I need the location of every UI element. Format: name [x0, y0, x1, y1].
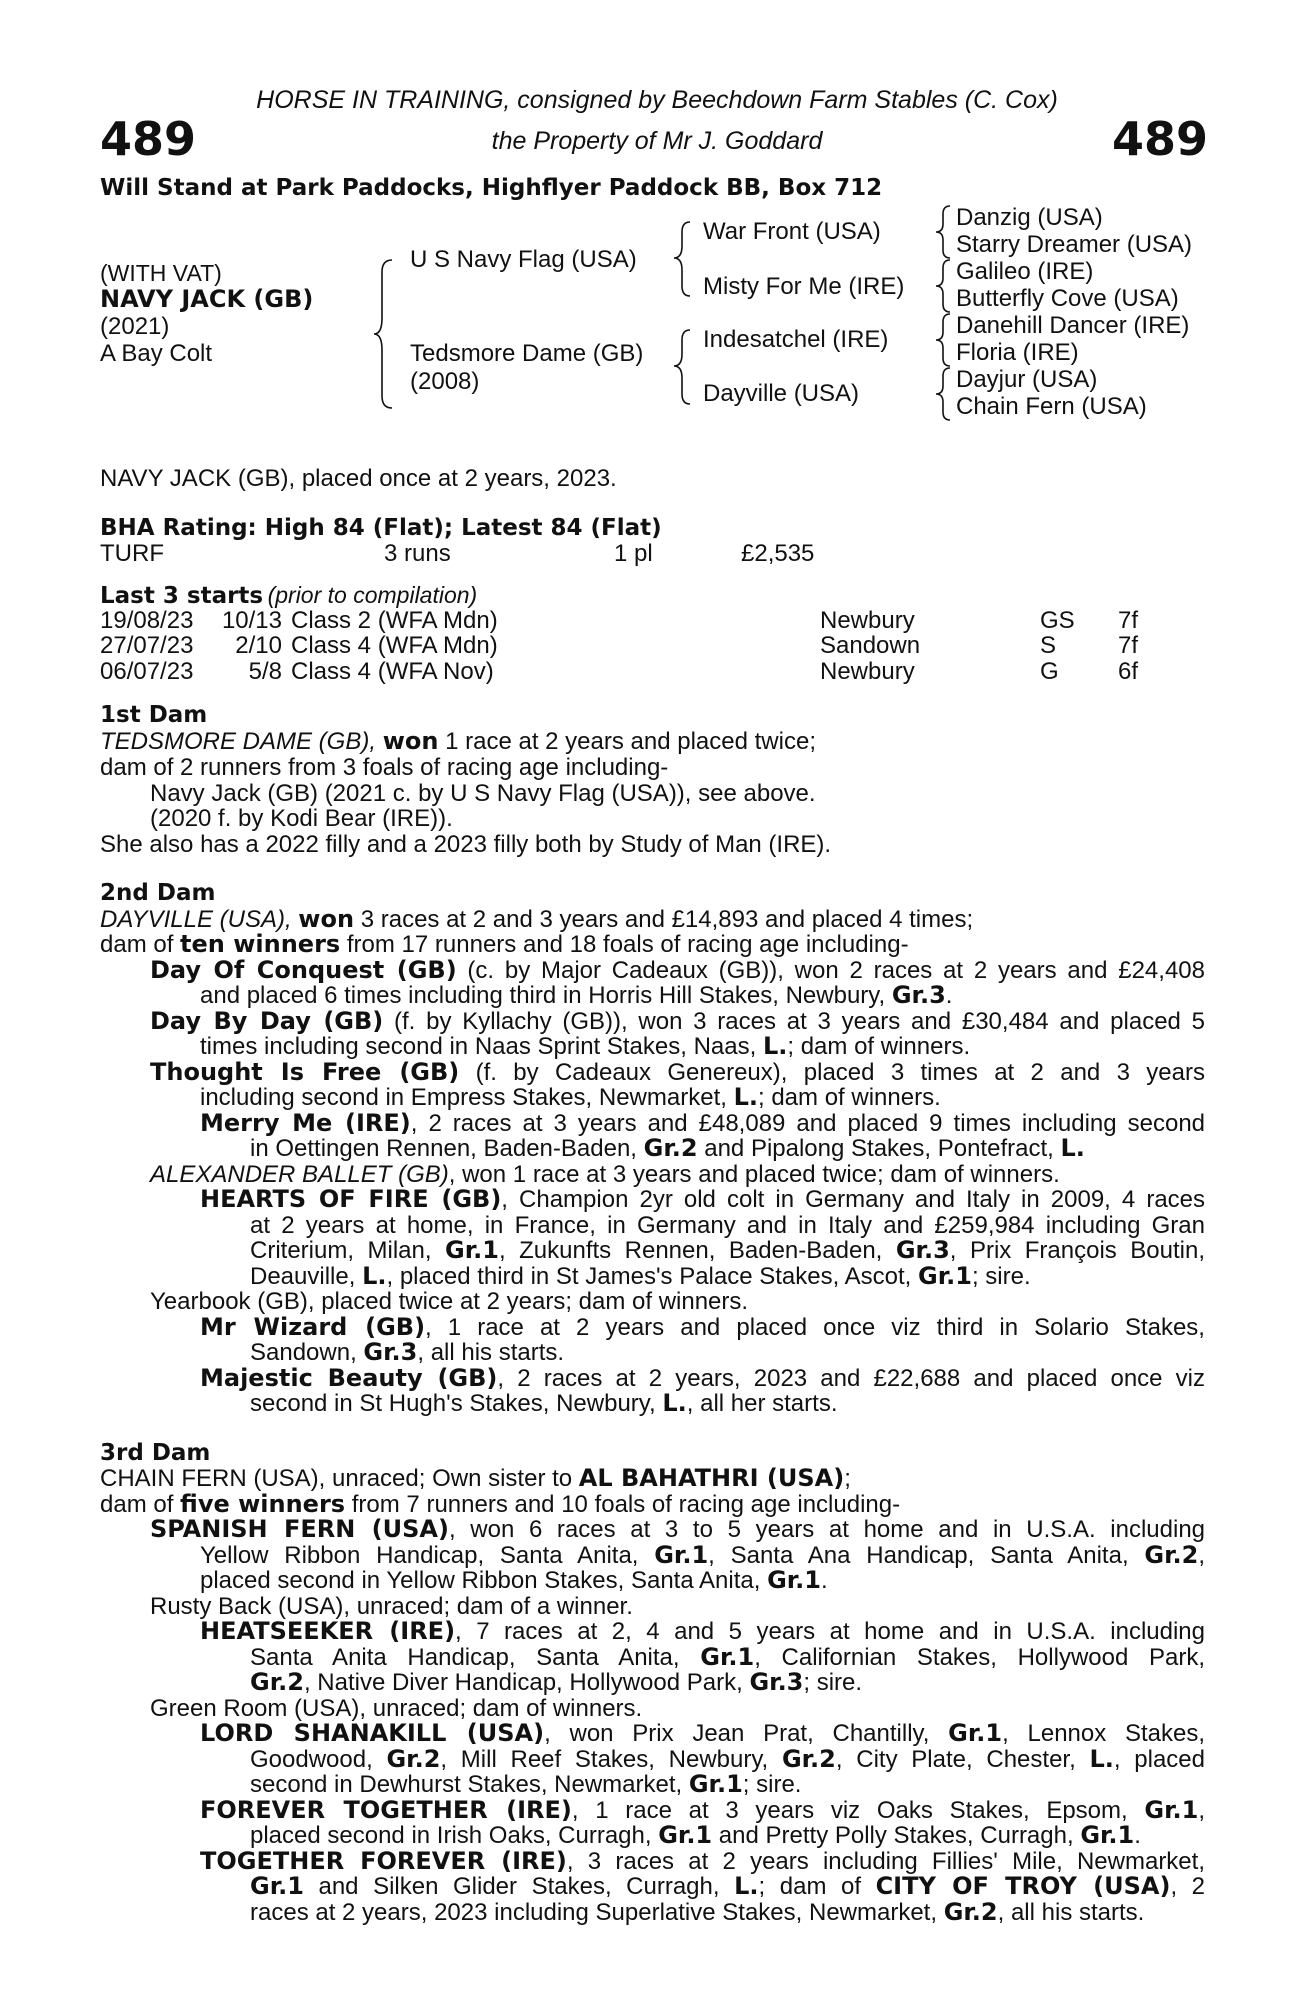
rating-earnings: £2,535 — [741, 540, 815, 567]
dam3-line: Yellow Ribbon Handicap, Santa Anita, Gr.1, Santa Ana Handicap, Santa Anita, Gr.2, — [200, 1541, 1205, 1569]
dam2-line: Mr Wizard (GB), 1 race at 2 years and placed once viz third in Solario Stakes, — [200, 1313, 1205, 1341]
dam3-line: dam of five winners from 7 runners and 10 foals of racing age including- — [100, 1490, 901, 1518]
dam2-line: Majestic Beauty (GB), 2 races at 2 years, 2023 and £22,688 and placed once viz — [200, 1364, 1206, 1392]
dam2-line: second in St Hugh's Stakes, Newbury, L., all her starts. — [250, 1389, 838, 1417]
last-starts-heading — [100, 582, 477, 609]
dam2-line: times including second in Naas Sprint Stakes, Naas, L.; dam of winners. — [200, 1032, 971, 1060]
pedigree-g3-5: Danehill Dancer (IRE) — [956, 312, 1190, 339]
dam1-line: TEDSMORE DAME (GB), won 1 race at 2 years and placed twice; — [100, 727, 816, 755]
rating-runs: 3 runs — [384, 540, 451, 567]
pedigree-g3-1: Danzig (USA) — [956, 204, 1103, 231]
dam2-line: Day By Day (GB) (f. by Kyllachy (GB)), won 3 races at 3 years and £30,484 and placed 5 — [150, 1007, 1205, 1035]
pedigree-dam-sire: Indesatchel (IRE) — [703, 326, 889, 353]
start-going: G — [1040, 658, 1059, 685]
start-race: Class 2 (WFA Mdn) — [291, 607, 498, 634]
start-date: 19/08/23 — [100, 607, 194, 634]
dam3-line: Gr.2, Native Diver Handicap, Hollywood Park, Gr.3; sire. — [250, 1668, 863, 1696]
dam3-line: placed second in Irish Oaks, Curragh, Gr.1 and Pretty Polly Stakes, Curragh, Gr.1. — [250, 1821, 1141, 1849]
last-starts-note: (prior to compilation) — [267, 582, 478, 608]
dam3-line: placed second in Yellow Ribbon Stakes, Santa Anita, Gr.1. — [200, 1566, 828, 1594]
pedigree-g3-4: Butterfly Cove (USA) — [956, 285, 1179, 312]
dam2-line: DAYVILLE (USA), won 3 races at 2 and 3 years and £14,893 and placed 4 times; — [100, 905, 974, 933]
dam2-line: and placed 6 times including third in Horris Hill Stakes, Newbury, Gr.3. — [200, 981, 953, 1009]
dam3-line: races at 2 years, 2023 including Superlative Stakes, Newmarket, Gr.2, all his starts. — [250, 1898, 1145, 1926]
lot-number-left: 489 — [100, 112, 197, 166]
start-position: 10/13 — [221, 607, 282, 634]
dam3-title: 3rd Dam — [100, 1440, 211, 1466]
dam3-line: second in Dewhurst Stakes, Newmarket, Gr.1; sire. — [250, 1770, 802, 1798]
location-line: Will Stand at Park Paddocks, Highflyer Paddock BB, Box 712 — [100, 175, 883, 201]
race-summary: NAVY JACK (GB), placed once at 2 years, 2023. — [100, 465, 617, 492]
start-distance: 7f — [1118, 632, 1139, 659]
property-line: the Property of Mr J. Goddard — [491, 127, 823, 155]
pedigree-g3-2: Starry Dreamer (USA) — [956, 231, 1193, 258]
start-position: 5/8 — [248, 658, 282, 685]
pedigree-sire-sire: War Front (USA) — [703, 218, 881, 245]
start-distance: 6f — [1118, 658, 1139, 685]
dam2-line: Criterium, Milan, Gr.1, Zukunfts Rennen, Baden-Baden, Gr.3, Prix François Boutin, — [250, 1236, 1206, 1264]
start-going: S — [1040, 632, 1057, 659]
start-course: Newbury — [820, 607, 915, 634]
start-course: Sandown — [820, 632, 921, 659]
horse-name: NAVY JACK (GB) — [100, 285, 314, 313]
start-course: Newbury — [820, 658, 915, 685]
dam1-line: dam of 2 runners from 3 foals of racing age including- — [100, 754, 669, 781]
dam1-line: She also has a 2022 filly and a 2023 filly both by Study of Man (IRE). — [100, 831, 832, 858]
dam3-line: Gr.1 and Silken Glider Stakes, Curragh, L.; dam of CITY OF TROY (USA), 2 — [250, 1872, 1206, 1900]
consignment-line: HORSE IN TRAINING, consigned by Beechdown Farm Stables (C. Cox) — [256, 86, 1058, 114]
pedigree-sire-dam: Misty For Me (IRE) — [703, 273, 905, 300]
dam3-line: LORD SHANAKILL (USA), won Prix Jean Prat, Chantilly, Gr.1, Lennox Stakes, — [200, 1719, 1205, 1747]
pedigree-brackets — [0, 0, 1314, 430]
dam2-line: Day Of Conquest (GB) (c. by Major Cadeaux (GB)), won 2 races at 2 years and £24,408 — [150, 956, 1205, 984]
horse-year: (2021) — [100, 313, 170, 340]
rating-title: BHA Rating: High 84 (Flat); Latest 84 (Flat) — [100, 515, 662, 541]
dam2-line: at 2 years at home, in France, in Germany and in Italy and £259,984 including Gran — [250, 1212, 1205, 1239]
rating-placed: 1 pl — [614, 540, 653, 567]
dam2-line: Deauville, L., placed third in St James's Palace Stakes, Ascot, Gr.1; sire. — [250, 1262, 1031, 1290]
dam2-line: HEARTS OF FIRE (GB), Champion 2yr old colt in Germany and Italy in 2009, 4 races — [200, 1185, 1206, 1213]
pedigree-dam: Tedsmore Dame (GB) — [410, 340, 644, 367]
start-distance: 7f — [1118, 607, 1139, 634]
start-race: Class 4 (WFA Mdn) — [291, 632, 498, 659]
start-date: 27/07/23 — [100, 632, 194, 659]
lot-number-right: 489 — [1111, 112, 1208, 166]
dam2-line: in Oettingen Rennen, Baden-Baden, Gr.2 and Pipalong Stakes, Pontefract, L. — [250, 1134, 1085, 1162]
dam2-line: Sandown, Gr.3, all his starts. — [250, 1338, 565, 1366]
dam1-line: Navy Jack (GB) (2021 c. by U S Navy Flag (USA)), see above. — [150, 780, 816, 807]
dam3-line: Green Room (USA), unraced; dam of winners. — [150, 1695, 643, 1722]
last-starts-title: Last 3 starts — [100, 583, 264, 609]
dam2-line: Yearbook (GB), placed twice at 2 years; dam of winners. — [150, 1288, 749, 1315]
dam3-line: CHAIN FERN (USA), unraced; Own sister to AL BAHATHRI (USA); — [100, 1464, 851, 1492]
dam2-line: Merry Me (IRE), 2 races at 3 years and £48,089 and placed 9 times including second — [200, 1109, 1206, 1137]
pedigree-g3-6: Floria (IRE) — [956, 339, 1079, 366]
pedigree-g3-3: Galileo (IRE) — [956, 258, 1094, 285]
pedigree-dam-dam: Dayville (USA) — [703, 380, 860, 407]
dam2-line: Thought Is Free (GB) (f. by Cadeaux Genereux), placed 3 times at 2 and 3 years — [150, 1058, 1205, 1086]
horse-description: A Bay Colt — [100, 340, 213, 367]
pedigree-dam-year: (2008) — [410, 368, 480, 395]
dam2-line: ALEXANDER BALLET (GB), won 1 race at 3 years and placed twice; dam of winners. — [150, 1161, 1060, 1188]
dam1-title: 1st Dam — [100, 702, 208, 728]
start-position: 2/10 — [235, 632, 282, 659]
dam2-line: dam of ten winners from 17 runners and 18 foals of racing age including- — [100, 930, 909, 958]
rating-surface: TURF — [100, 540, 164, 567]
dam3-line: HEATSEEKER (IRE), 7 races at 2, 4 and 5 years at home and in U.S.A. including — [200, 1617, 1205, 1645]
start-race: Class 4 (WFA Nov) — [291, 658, 494, 685]
start-going: GS — [1040, 607, 1075, 634]
pedigree-sire: U S Navy Flag (USA) — [410, 246, 637, 273]
dam3-line: SPANISH FERN (USA), won 6 races at 3 to 5 years at home and in U.S.A. including — [150, 1515, 1206, 1543]
pedigree-g3-7: Dayjur (USA) — [956, 366, 1098, 393]
dam1-line: (2020 f. by Kodi Bear (IRE)). — [150, 805, 453, 832]
dam3-line: FOREVER TOGETHER (IRE), 1 race at 3 years viz Oaks Stakes, Epsom, Gr.1, — [200, 1796, 1205, 1824]
vat-label: (WITH VAT) — [100, 260, 222, 286]
dam3-line: Goodwood, Gr.2, Mill Reef Stakes, Newbury, Gr.2, City Plate, Chester, L., placed — [250, 1745, 1205, 1773]
start-date: 06/07/23 — [100, 658, 194, 685]
dam3-line: Rusty Back (USA), unraced; dam of a winner. — [150, 1593, 633, 1620]
dam3-line: TOGETHER FOREVER (IRE), 3 races at 2 years including Fillies' Mile, Newmarket, — [200, 1847, 1205, 1875]
dam2-title: 2nd Dam — [100, 880, 216, 906]
pedigree-g3-8: Chain Fern (USA) — [956, 393, 1147, 420]
dam2-line: including second in Empress Stakes, Newmarket, L.; dam of winners. — [200, 1083, 941, 1111]
dam3-line: Santa Anita Handicap, Santa Anita, Gr.1, Californian Stakes, Hollywood Park, — [250, 1643, 1205, 1671]
